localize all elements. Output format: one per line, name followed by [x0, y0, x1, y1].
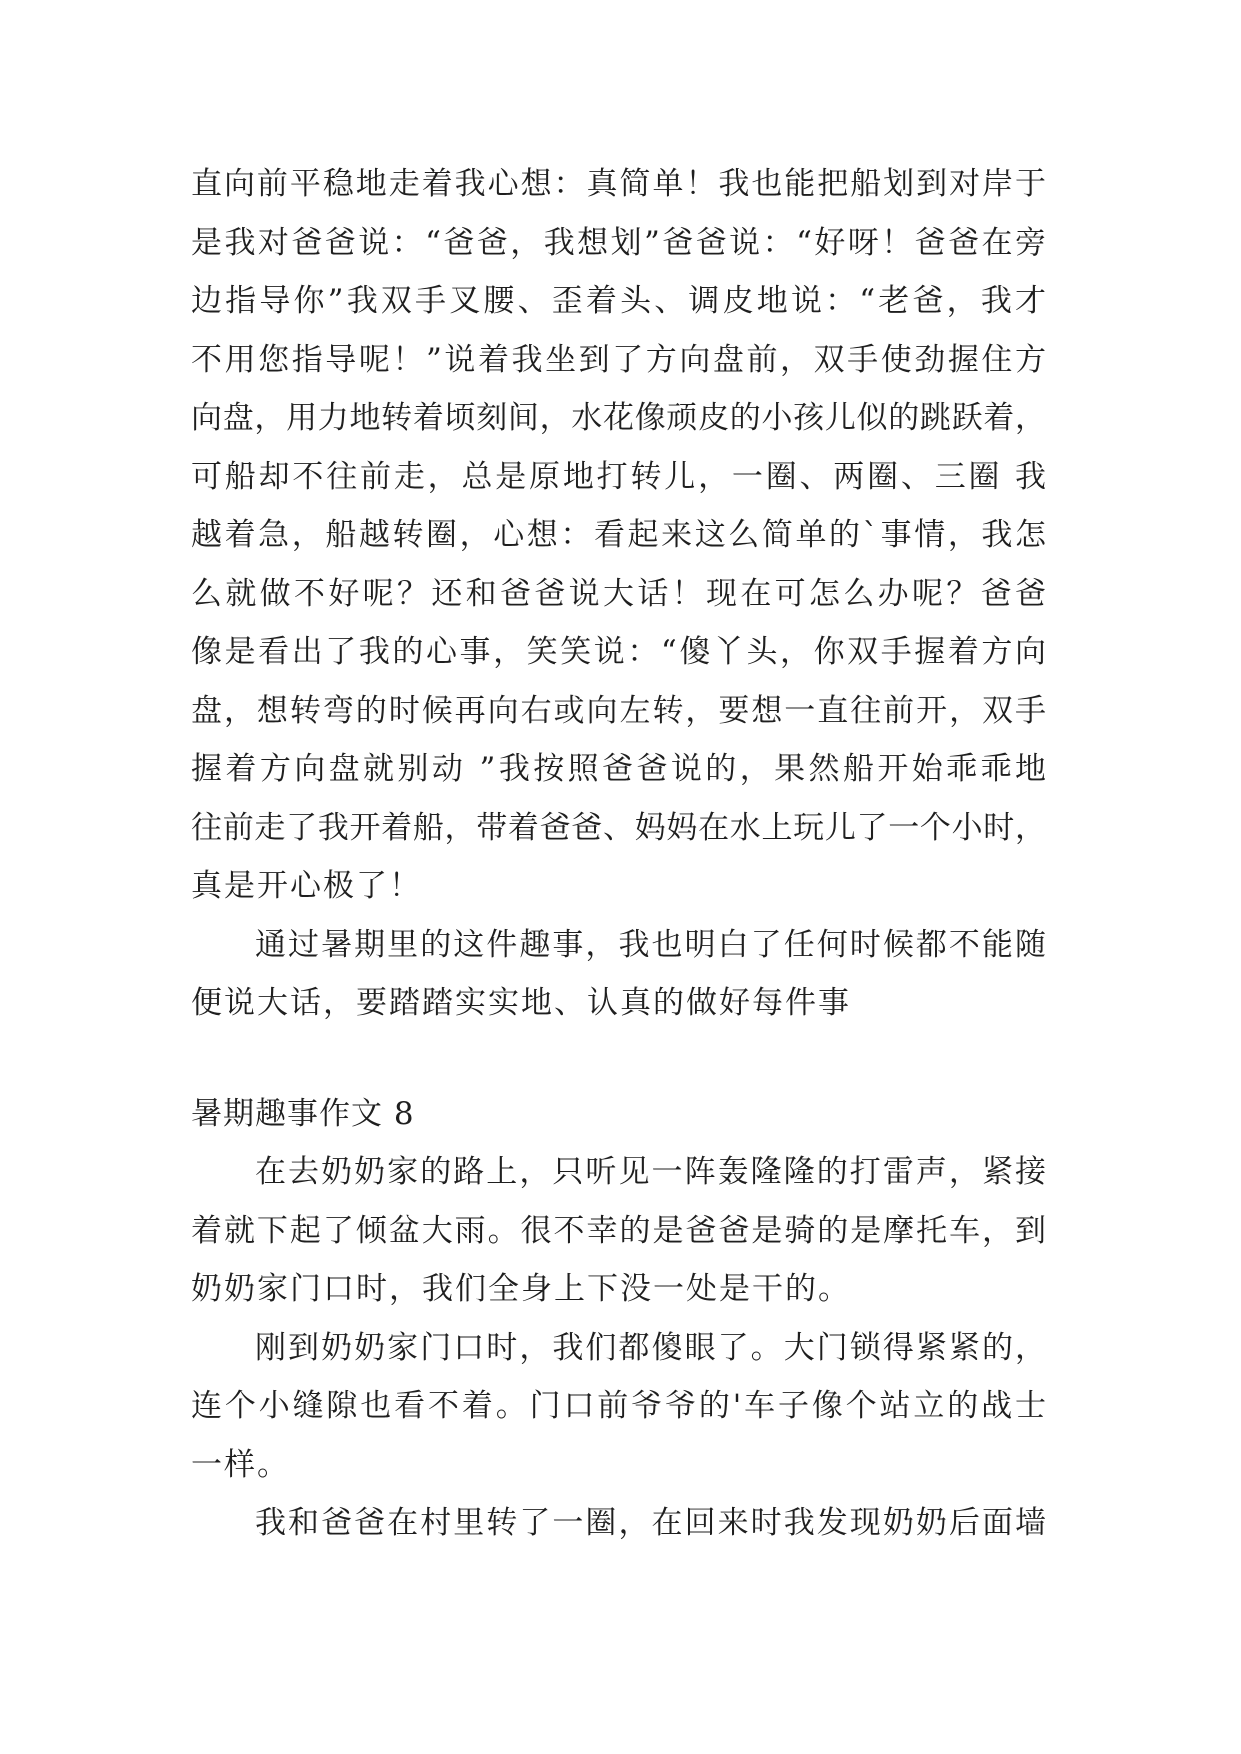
text-line: 着就下起了倾盆大雨。很不幸的是爸爸是骑的是摩托车，到: [191, 1212, 1046, 1249]
text-line: 是我对爸爸说：“爸爸，我想划”爸爸说：“好呀！爸爸在旁: [191, 224, 1046, 261]
text-line: 刚到奶奶家门口时，我们都傻眼了。大门锁得紧紧的，: [255, 1329, 1046, 1366]
text-line: 直向前平稳地走着我心想：真简单！我也能把船划到对岸于: [191, 166, 1046, 202]
paragraph: [191, 1319, 1046, 1495]
text-line: 真是开心极了！: [191, 868, 422, 904]
text-line: 在去奶奶家的路上，只听见一阵轰隆隆的打雷声，紧接: [255, 1154, 1046, 1190]
paragraph: [191, 1143, 1046, 1319]
text-line: 不用您指导呢！”说着我坐到了方向盘前，双手使劲握住方: [191, 341, 1046, 378]
text-line: 么就做不好呢？还和爸爸说大话！现在可怎么办呢？爸爸: [191, 575, 1046, 612]
section-heading: 暑期趣事作文 8: [191, 1095, 415, 1132]
text-line: 一样。: [191, 1446, 290, 1483]
text-line: 我和爸爸在村里转了一圈，在回来时我发现奶奶后面墙: [255, 1505, 1046, 1541]
text-line: 奶奶家门口时，我们全身上下没一处是干的。: [191, 1271, 851, 1307]
paragraph: [191, 1494, 1046, 1553]
text-line: 盘，想转弯的时候再向右或向左转，要想一直往前开，双手: [191, 692, 1046, 729]
text-line: 连个小缝隙也看不着。门口前爷爷的'车子像个站立的战士: [191, 1388, 1046, 1424]
document-body: [191, 155, 1046, 1553]
text-line: 像是看出了我的心事，笑笑说：“傻丫头，你双手握着方向: [191, 634, 1046, 670]
text-line: 边指导你”我双手叉腰、歪着头、调皮地说：“老爸，我才: [191, 283, 1046, 319]
paragraph: [191, 916, 1046, 1033]
text-line: 便说大话，要踏踏实实地、认真的做好每件事: [191, 985, 851, 1021]
text-line: 通过暑期里的这件趣事，我也明白了任何时候都不能随: [255, 926, 1046, 963]
paragraph: [191, 155, 1046, 916]
text-line: 握着方向盘就别动 ”我按照爸爸说的，果然船开始乖乖地: [191, 751, 1046, 787]
text-line: 越着急，船越转圈，心想：看起来这么简单的`事情，我怎: [191, 517, 1046, 553]
text-line: 往前走了我开着船，带着爸爸、妈妈在水上玩儿了一个小时，: [191, 809, 1046, 846]
text-line: 向盘，用力地转着顷刻间，水花像顽皮的小孩儿似的跳跃着，: [191, 400, 1046, 436]
text-line: 可船却不往前走，总是原地打转儿，一圈、两圈、三圈 我: [191, 458, 1046, 495]
